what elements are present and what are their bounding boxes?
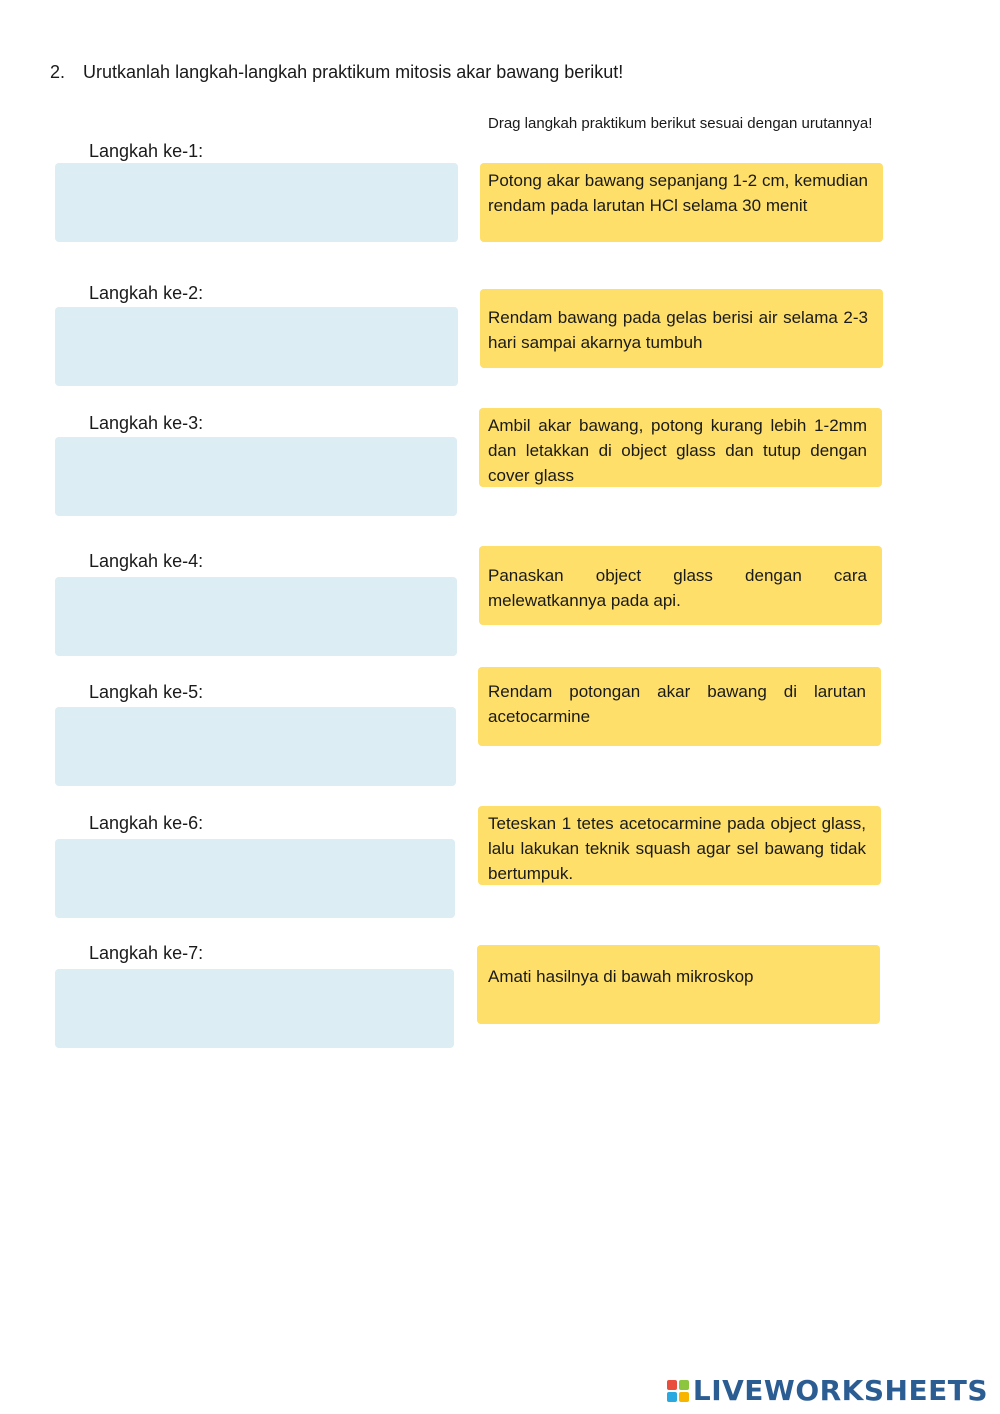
drop-zone-7[interactable] [55,969,454,1048]
drop-zone-1[interactable] [55,163,458,242]
logo-square-green [679,1380,689,1390]
drop-zone-4[interactable] [55,577,457,656]
question-heading [50,62,623,83]
liveworksheets-brand [667,1374,988,1407]
logo-square-red [667,1380,677,1390]
step-label-4: Langkah ke-4: [89,551,204,571]
step-label-1: Langkah ke-1: [89,141,204,161]
drag-instruction: Drag langkah praktikum berikut sesuai dengan urutannya! [488,115,873,132]
step-label-7: Langkah ke-7: [89,943,204,963]
question-number: 2. [50,62,66,82]
drop-zone-5[interactable] [55,707,456,786]
question-text: Urutkanlah langkah-langkah praktikum mitosis akar bawang berikut! [83,62,624,82]
draggable-card-2[interactable]: Rendam bawang pada gelas berisi air selama 2-3 hari sampai akarnya tumbuh [480,289,883,368]
logo-square-yellow [679,1392,689,1402]
drop-zone-6[interactable] [55,839,455,918]
step-label-3: Langkah ke-3: [89,413,204,433]
brand-name: LIVEWORKSHEETS [692,1374,988,1407]
draggable-card-3[interactable]: Ambil akar bawang, potong kurang lebih 1-2mm dan letakkan di object glass dan tutup dengan cover glass [479,408,882,487]
draggable-card-4[interactable]: Panaskan object glass dengan cara melewatkannya pada api. [479,546,882,625]
step-label-2: Langkah ke-2: [89,283,204,303]
liveworksheets-logo-icon [667,1380,689,1402]
draggable-card-6[interactable]: Teteskan 1 tetes acetocarmine pada object glass, lalu lakukan teknik squash agar sel bawang tidak bertumpuk. [478,806,881,885]
logo-square-blue [667,1392,677,1402]
draggable-card-1[interactable]: Potong akar bawang sepanjang 1-2 cm, kemudian rendam pada larutan HCl selama 30 menit [480,163,883,242]
step-label-5: Langkah ke-5: [89,682,204,702]
draggable-card-5[interactable]: Rendam potongan akar bawang di larutan acetocarmine [478,667,881,746]
draggable-card-7[interactable]: Amati hasilnya di bawah mikroskop [477,945,880,1024]
drop-zone-3[interactable] [55,437,457,516]
step-label-6: Langkah ke-6: [89,813,204,833]
drop-zone-2[interactable] [55,307,458,386]
